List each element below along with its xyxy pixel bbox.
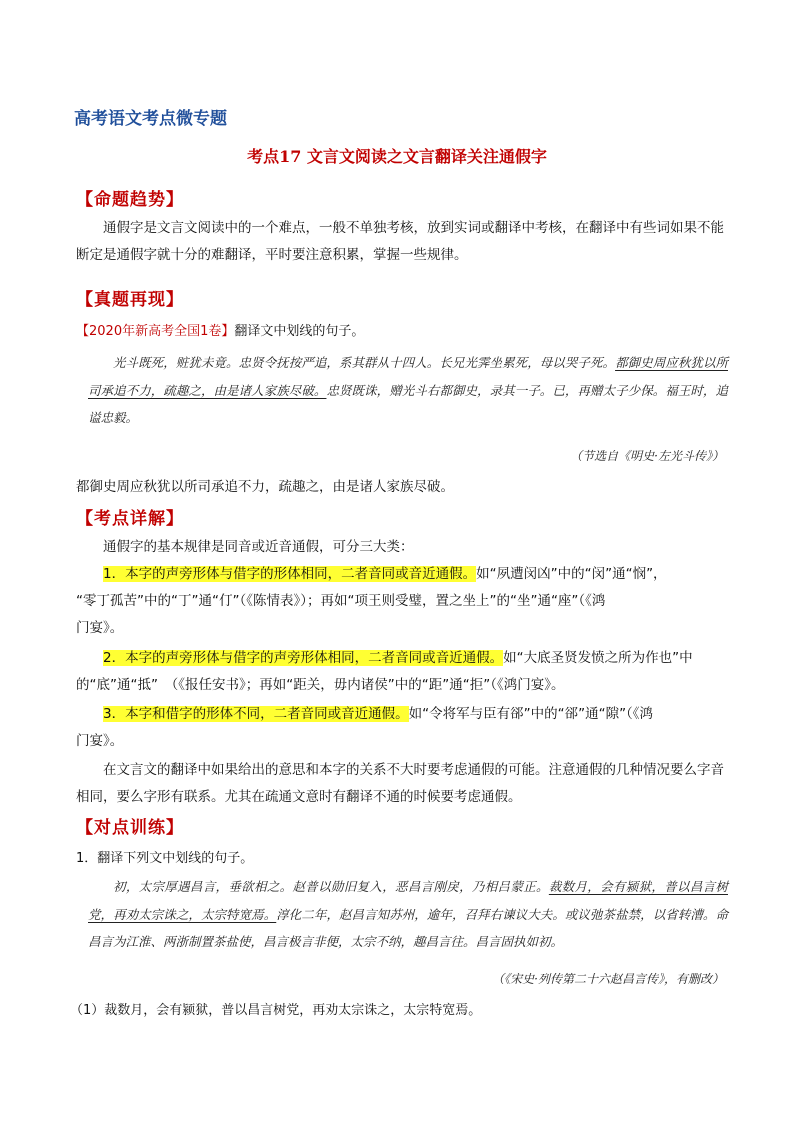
exam-passage — [88, 349, 728, 432]
detail-summary: 在文言文的翻译中如果给出的意思和本字的关系不大时要考虑通假的可能。注意通假的几种情况要么字音相同，要么字形有联系。尤其在疏通文意时有翻译不通的时候要考虑通假。 — [76, 762, 724, 805]
section-heading-trend: 【命题趋势】 — [76, 190, 184, 210]
page-title: 考点17 文言文阅读之文言翻译关注通假字 — [247, 147, 547, 166]
rule-2-highlight: 2．本字的声旁形体与借字的声旁形体相同，二者音同或音近通假。 — [103, 650, 504, 666]
practice-sub-question-1: （1）裁数月，会有颍狱，普以昌言树党，再劝太宗诛之，太宗特宽焉。 — [70, 1003, 482, 1018]
section-heading-detail: 【考点详解】 — [76, 509, 184, 529]
exam-instruction: 翻译文中划线的句子。 — [234, 324, 365, 339]
practice-passage-text-2: 淳化二年，赵昌言知苏州，逾年，召拜右谏议大夫。或议弛茶盐禁，以省转漕。命昌言为江淮、两浙制置茶盐使，昌言极言非便，太宗不纳，趣昌言往。昌言固执如初。 — [88, 906, 728, 949]
exam-passage-text: 光斗既死，赃犹未竟。忠贤令抚按严追，系其群从十四人。长兄光霁坐累死，母以哭子死。 — [113, 355, 616, 370]
practice-question-1: 1．翻译下列文中划线的句子。 — [76, 851, 254, 866]
exam-answer: 都御史周应秋犹以所司承追不力，疏趣之，由是诸人家族尽破。 — [76, 479, 454, 495]
practice-passage — [88, 873, 728, 956]
rule-1-line-3: 门宴》。 — [76, 620, 124, 636]
rule-1-line-2: “零丁孤苦”中的“丁”通“仃”（《陈情表》）；再如“项王则受璧，置之坐上”的“坐”通“座”（《鸿 — [76, 593, 606, 609]
rule-3-line-1 — [76, 701, 753, 728]
exam-passage-source: （节选自《明史·左光斗传》） — [570, 449, 724, 463]
series-header: 高考语文考点微专题 — [74, 109, 227, 129]
practice-passage-underlined: 裁数月，会有颍狱，普以昌言树党，再劝太宗诛之，太宗特宽焉。 — [88, 879, 728, 922]
rule-2-line-2: 的“底”通“抵” （《报任安书》；再如“距关，毋内诸侯”中的“距”通“拒”（《鸿门宴》。 — [76, 677, 565, 693]
section-heading-exam: 【真题再现】 — [76, 290, 184, 310]
rule-2-line-1 — [76, 645, 753, 672]
rule-3-highlight: 3．本字和借字的形体不同，二者音同或音近通假。 — [103, 706, 409, 722]
rule-1-line-1 — [76, 561, 753, 588]
detail-intro: 通假字的基本规律是同音或近音通假，可分三大类： — [103, 539, 414, 555]
exam-passage-text-2: 忠贤既诛，赠光斗右都御史，录其一子。已，再赠太子少保。福王时，追谥忠毅。 — [88, 382, 728, 425]
exam-source-tag: 【2020年新高考全国1卷】 — [76, 324, 235, 339]
rule-3-line-2: 门宴》。 — [76, 733, 124, 749]
rule-2-example: 如“大底圣贤发愤之所为作也”中 — [503, 650, 693, 666]
practice-passage-source: （《宋史·列传第二十六赵昌言传》，有删改） — [492, 972, 724, 986]
practice-passage-text: 初，太宗厚遇昌言，垂欲相之。赵普以勋旧复入，恶昌言刚戾，乃相吕蒙正。 — [113, 879, 549, 894]
rule-1-highlight: 1．本字的声旁形体与借字的形体相同，二者音同或音近通假。 — [103, 566, 477, 582]
trend-paragraph: 通假字是文言文阅读中的一个难点，一般不单独考核，放到实词或翻译中考核，在翻译中有些词如果不能断定是通假字就十分的难翻译，平时要注意积累，掌握一些规律。 — [76, 220, 724, 263]
exam-question-line — [76, 318, 726, 345]
section-heading-practice: 【对点训练】 — [76, 818, 184, 838]
rule-3-example: 如“令将军与臣有郤”中的“郤”通“隙”（《鸿 — [408, 706, 654, 722]
exam-passage-underlined: 都御史周应秋犹以所司承追不力，疏趣之，由是诸人家族尽破。 — [88, 355, 728, 398]
rule-1-example: 如“夙遭闵凶”中的“闵”通“悯”， — [476, 566, 667, 582]
